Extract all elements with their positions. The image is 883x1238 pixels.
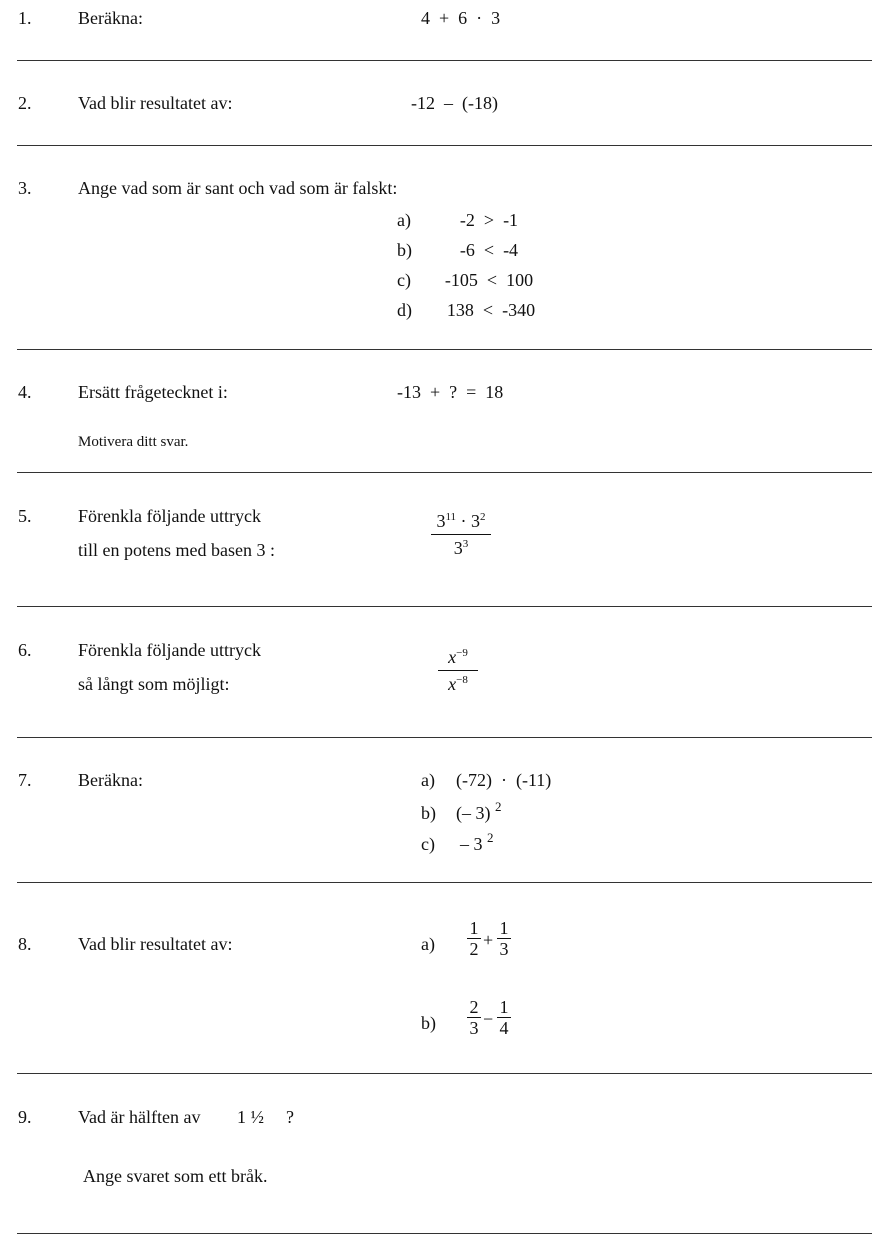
q8-number: 8.	[18, 934, 32, 954]
q5-denominator-exponent: 3	[462, 538, 469, 550]
q4-number: 4.	[18, 382, 32, 402]
q5-denominator: 3	[453, 538, 463, 558]
q2-prompt: Vad blir resultatet av:	[78, 93, 233, 113]
q7-c-label: c)	[421, 834, 435, 854]
q6-denominator-exponent: −8	[456, 674, 468, 686]
q8-a-numerator-1: 1	[469, 918, 479, 938]
q8-b-fraction-1	[466, 997, 482, 1038]
divider	[17, 60, 872, 61]
q7-c-base: – 3	[460, 834, 483, 854]
q8-a-fraction-2	[496, 918, 512, 959]
q7-b-label: b)	[421, 803, 436, 823]
q6-denominator-base: x	[448, 674, 457, 694]
q7-b-expression	[456, 799, 502, 824]
q8-b-label: b)	[421, 1013, 436, 1033]
q9-note: Ange svaret som ett bråk.	[83, 1166, 268, 1186]
q2-expression: -12 – (-18)	[411, 93, 498, 113]
divider	[17, 145, 872, 146]
divider	[17, 349, 872, 350]
q8-a-numerator-2: 1	[499, 918, 509, 938]
q3-item-expression: 138 < -340	[446, 300, 536, 320]
q3-item-expression: -105 < 100	[444, 270, 534, 290]
q7-a-label: a)	[421, 770, 435, 790]
q5-number: 5.	[18, 506, 32, 526]
q3-item-expression: -2 > -1	[459, 210, 519, 230]
q8-a-label: a)	[421, 934, 435, 954]
q5-prompt-line1: Förenkla följande uttryck	[78, 506, 261, 526]
q9-value: 1 ½	[237, 1107, 264, 1127]
q5-dot: ·	[460, 511, 467, 531]
q8-b-denominator-2: 4	[499, 1018, 509, 1038]
q6-number: 6.	[18, 640, 32, 660]
q6-prompt-line2: så långt som möjligt:	[78, 674, 230, 694]
q8-b-fraction-2	[496, 997, 512, 1038]
q7-prompt: Beräkna:	[78, 770, 143, 790]
q5-exponent-a: 11	[445, 511, 457, 523]
q3-number: 3.	[18, 178, 32, 198]
q7-c-expression	[460, 830, 494, 855]
q5-fraction-bar	[431, 534, 491, 535]
q4-note: Motivera ditt svar.	[78, 434, 189, 450]
q3-item-label: b)	[397, 240, 412, 260]
q7-number: 7.	[18, 770, 32, 790]
q6-prompt-line1: Förenkla följande uttryck	[78, 640, 261, 660]
q2-number: 2.	[18, 93, 32, 113]
divider	[17, 882, 872, 883]
divider	[17, 1233, 872, 1234]
q1-prompt: Beräkna:	[78, 8, 143, 28]
q1-expression: 4 + 6 · 3	[421, 8, 501, 28]
divider	[17, 606, 872, 607]
q9-question-mark: ?	[286, 1107, 294, 1127]
q6-fraction	[438, 646, 478, 695]
q4-prompt: Ersätt frågetecknet i:	[78, 382, 228, 402]
divider	[17, 1073, 872, 1074]
q8-a-denominator-2: 3	[499, 939, 509, 959]
q3-prompt: Ange vad som är sant och vad som är falskt:	[78, 178, 398, 198]
q8-prompt: Vad blir resultatet av:	[78, 934, 233, 954]
q8-b-numerator-1: 2	[469, 997, 479, 1017]
q3-item-expression: -6 < -4	[459, 240, 519, 260]
q4-expression: -13 + ? = 18	[397, 382, 504, 402]
q5-base-a: 3	[436, 511, 446, 531]
q5-prompt-line2: till en potens med basen 3 :	[78, 540, 275, 560]
q9-number: 9.	[18, 1107, 32, 1127]
q3-item-label: c)	[397, 270, 411, 290]
divider	[17, 737, 872, 738]
q8-a-fraction-1	[466, 918, 482, 959]
q8-b-operator: −	[483, 1009, 494, 1029]
q8-a-operator: +	[483, 930, 494, 950]
q5-exponent-b: 2	[480, 511, 486, 523]
q7-b-exponent: 2	[495, 799, 502, 814]
q8-a-denominator-1: 2	[469, 939, 479, 959]
q7-a-expression: (-72) · (-11)	[456, 770, 552, 790]
q1-number: 1.	[18, 8, 32, 28]
q8-b-numerator-2: 1	[499, 997, 509, 1017]
q7-b-base: (– 3)	[456, 803, 491, 823]
q6-numerator-exponent: −9	[456, 647, 468, 659]
q9-prompt: Vad är hälften av	[78, 1107, 201, 1127]
q8-b-denominator-1: 3	[469, 1018, 479, 1038]
q3-item-label: d)	[397, 300, 412, 320]
q3-item-label: a)	[397, 210, 411, 230]
q6-numerator-base: x	[448, 647, 457, 667]
q5-fraction	[431, 510, 491, 559]
q7-c-exponent: 2	[487, 830, 494, 845]
q6-fraction-bar	[438, 670, 478, 671]
q5-base-b: 3	[471, 511, 481, 531]
divider	[17, 472, 872, 473]
